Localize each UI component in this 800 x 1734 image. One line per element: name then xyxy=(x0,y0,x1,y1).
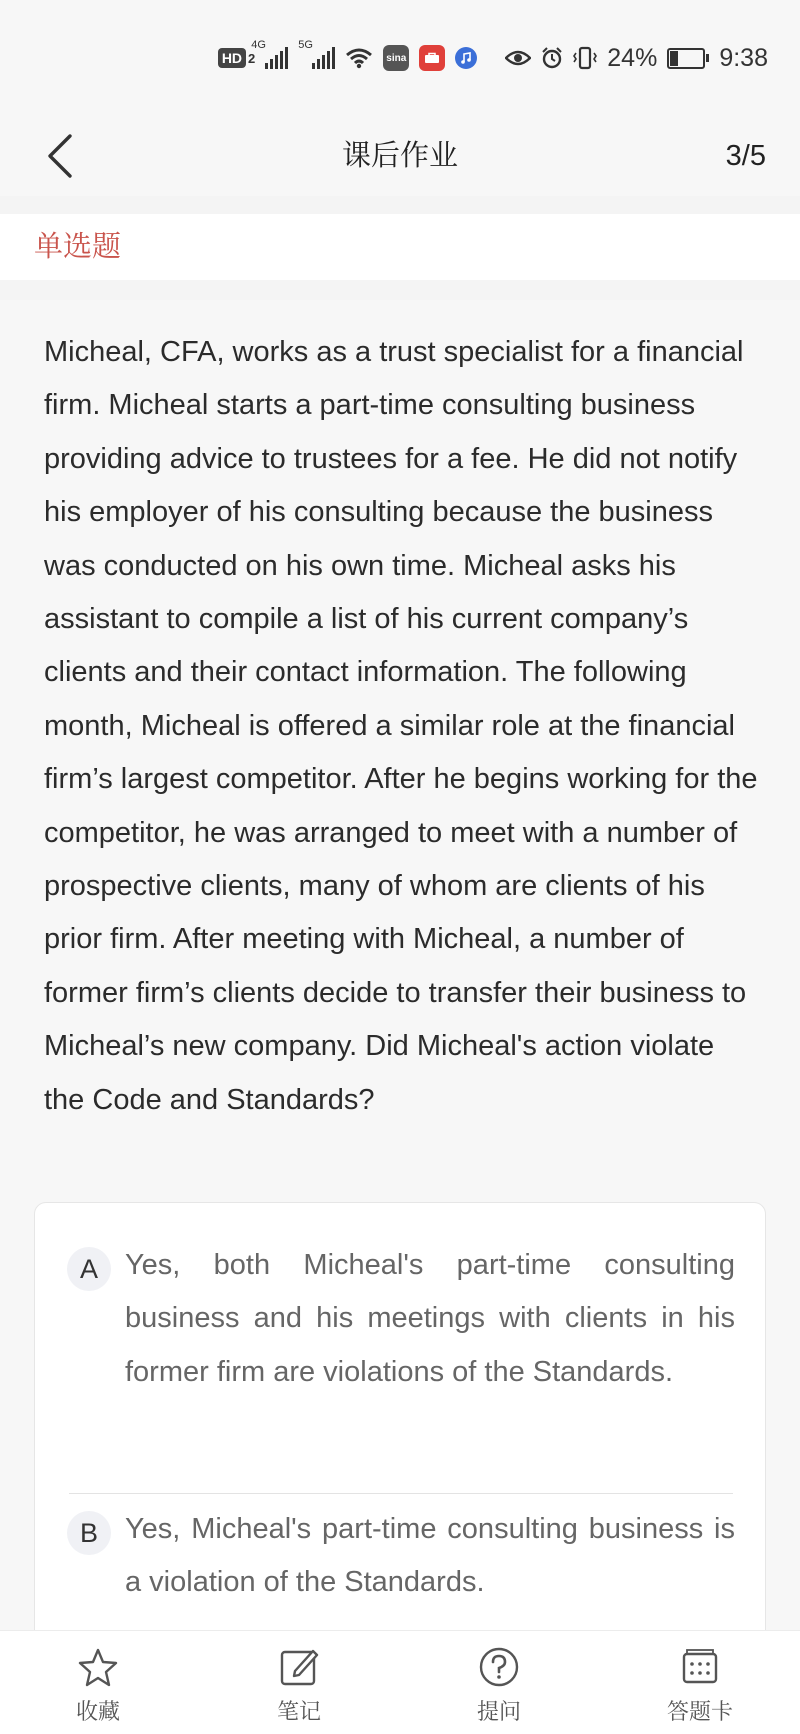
wifi-icon xyxy=(345,47,373,69)
status-bar xyxy=(0,0,800,116)
option-a[interactable] xyxy=(67,1243,735,1473)
options-card xyxy=(34,1202,766,1630)
question-type-bar xyxy=(0,214,800,280)
battery-percent: 24% xyxy=(607,43,658,72)
signal-4g-icon: 4G xyxy=(265,47,288,69)
battery-icon xyxy=(667,48,709,69)
option-b[interactable] xyxy=(67,1507,735,1630)
answer-card-button[interactable] xyxy=(640,1631,760,1734)
nav-label: 提问 xyxy=(476,1699,521,1724)
question-content[interactable] xyxy=(0,300,800,1630)
nav-label: 答题卡 xyxy=(666,1699,733,1724)
note-button[interactable] xyxy=(239,1631,359,1734)
option-text: Yes, Micheal's part-time consulting business is a violation of the Standards. xyxy=(125,1513,735,1599)
option-text: Yes, both Micheal's part-time consulting business and his meetings with clients in his former firm are violations of the Standards. xyxy=(125,1249,735,1388)
alarm-icon xyxy=(541,47,563,69)
nav-label: 笔记 xyxy=(276,1699,321,1724)
favorite-button[interactable] xyxy=(38,1631,158,1734)
question-type-label: 单选题 xyxy=(34,231,122,263)
note-edit-icon xyxy=(277,1645,321,1689)
answer-card-icon xyxy=(678,1645,722,1689)
sina-app-icon: sina xyxy=(383,45,409,71)
option-letter: B xyxy=(67,1511,111,1555)
question-icon xyxy=(477,1645,521,1689)
divider xyxy=(0,196,800,214)
page-title: 课后作业 xyxy=(341,140,458,172)
nav-label: 收藏 xyxy=(75,1699,120,1724)
huawei-app-icon xyxy=(419,45,445,71)
vibrate-icon xyxy=(573,46,597,70)
question-progress: 3/5 xyxy=(725,140,766,172)
star-icon xyxy=(76,1645,120,1689)
option-divider xyxy=(69,1493,733,1494)
top-nav-bar xyxy=(0,116,800,196)
ask-question-button[interactable] xyxy=(439,1631,559,1734)
signal-5g-icon: 5G xyxy=(312,47,335,69)
hd-icon: HD 2 xyxy=(218,48,255,68)
clock: 9:38 xyxy=(719,43,768,72)
question-text: Micheal, CFA, works as a trust specialist for a financial firm. Micheal starts a part-time consulting business providing advice to trustees for a fee. He did not notify his employer of his consulting because the business was conducted on his own time. Micheal asks his assistant to compile a list of his current company’s clients and their contact information. The following month, Micheal is offered a similar role at the financial firm’s largest competitor. After he begins working for the competitor, he was arranged to meet with a number of prospective clients, many of whom are clients of his prior firm. After meeting with Micheal, a number of former firm’s clients decide to transfer their business to Micheal’s new company. Did Micheal's action violate the Code and Standards? xyxy=(44,336,758,1116)
music-app-icon xyxy=(455,47,477,69)
status-icons xyxy=(218,38,768,78)
divider xyxy=(0,280,800,300)
option-letter: A xyxy=(67,1247,111,1291)
bottom-toolbar xyxy=(0,1630,800,1734)
eye-icon xyxy=(505,49,531,67)
